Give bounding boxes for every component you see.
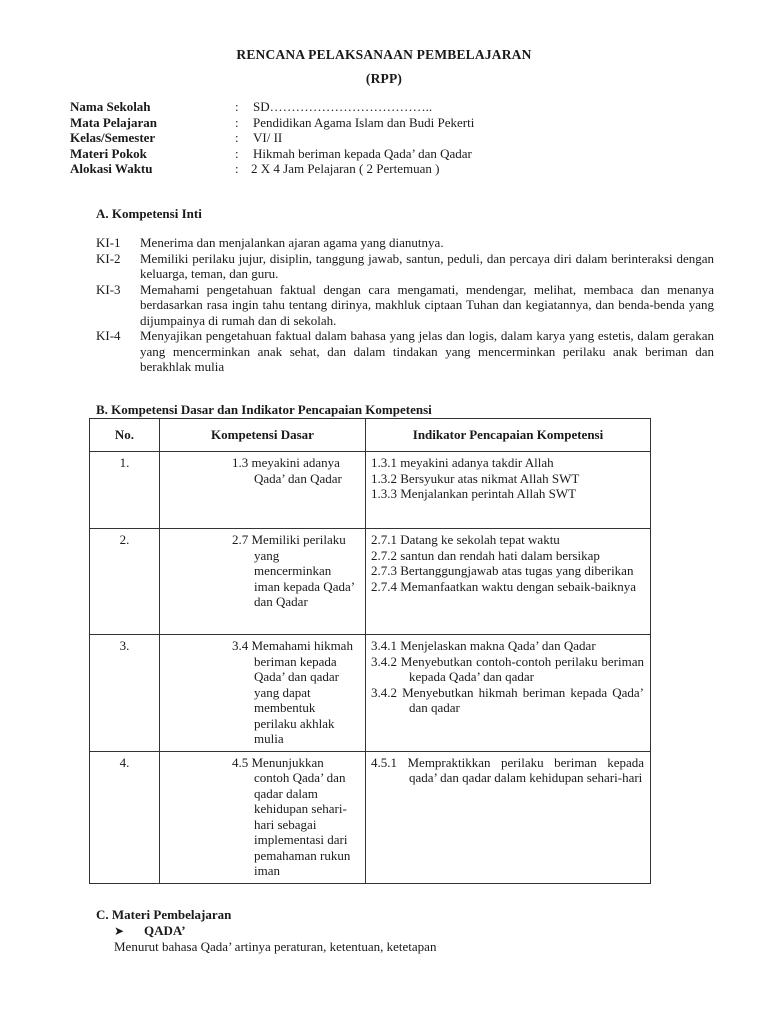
ki-code: KI-2 <box>96 250 121 266</box>
table-header-row <box>90 419 651 452</box>
table-row <box>90 452 651 529</box>
row-indicator-cell <box>366 635 651 752</box>
row-number: 2. <box>90 529 160 635</box>
document-subtitle: (RPP) <box>365 71 403 86</box>
ki-text: Memiliki perilaku jujur, disiplin, tanggung jawab, santun, peduli, dan percaya diri dalam berinteraksi dengan keluarga, teman, dan guru. <box>140 250 714 281</box>
indicator-item: 2.7.2 santun dan rendah hati dalam bersikap <box>371 547 600 563</box>
identity-label: Mata Pelajaran <box>70 114 158 130</box>
ki-code: KI-1 <box>96 235 121 250</box>
section-c <box>96 907 437 955</box>
identity-colon: : <box>235 130 239 145</box>
kd-text: 3.4 Memahami hikmah beriman kepada Qada’ dan qadar yang dapat membentuk perilaku akhlak mulia <box>232 638 353 746</box>
indicator-item: 2.7.4 Memanfaatkan waktu dengan sebaik-baiknya <box>371 578 636 594</box>
row-kd-cell <box>160 635 366 752</box>
competency-table <box>89 418 651 884</box>
identity-colon: : <box>235 99 239 114</box>
ki-text: Menyajikan pengetahuan faktual dalam bahasa yang jelas dan logis, dalam karya yang estetis, dalam gerakan yang mencerminkan anak sehat, dan dalam tindakan yang mencerminkan perilaku anak beriman dan berakhlak mulia <box>140 328 714 374</box>
identity-label: Alokasi Waktu <box>70 161 153 176</box>
identity-colon: : <box>235 161 239 176</box>
row-number: 3. <box>90 635 160 752</box>
indicator-item: 2.7.1 Datang ke sekolah tepat waktu <box>371 532 560 547</box>
row-indicator-cell <box>366 751 651 883</box>
table-row <box>90 529 651 635</box>
section-c-heading: C. Materi Pembelajaran <box>96 907 232 922</box>
identity-value: VI/ II <box>253 130 283 145</box>
section-a-heading: A. Kompetensi Inti <box>96 206 202 221</box>
materi-subheading-row <box>96 923 418 940</box>
indicator-item: 3.4.2 Menyebutkan hikmah beriman kepada Qada’ dan qadar <box>371 684 644 715</box>
arrow-bullet-icon: ➤ <box>114 923 125 938</box>
kd-text: 4.5 Menunjukkan contoh Qada’ dan qadar dalam kehidupan sehari-hari sebagai implementasi dari pemahaman rukun iman <box>232 754 351 878</box>
identity-value: SD……………………………….. <box>253 99 433 114</box>
indicator-item: 3.4.2 Menyebutkan contoh-contoh perilaku beriman kepada Qada’ dan qadar <box>371 653 644 684</box>
kd-text: 1.3 meyakini adanya Qada’ dan Qadar <box>232 455 342 486</box>
indicator-item: 1.3.2 Bersyukur atas nikmat Allah SWT <box>371 470 580 486</box>
identity-colon: : <box>235 114 239 130</box>
identity-label: Kelas/Semester <box>70 130 156 145</box>
identity-colon: : <box>235 145 239 161</box>
indicator-item: 1.3.1 meyakini adanya takdir Allah <box>371 455 554 470</box>
row-number: 1. <box>90 452 160 529</box>
table-row <box>90 751 651 883</box>
materi-text: Menurut bahasa Qada’ artinya peraturan, ketentuan, ketetapan <box>114 939 437 954</box>
ki-item <box>96 328 714 375</box>
identity-label: Nama Sekolah <box>70 99 151 114</box>
kd-text: 2.7 Memiliki perilaku yang mencerminkan iman kepada Qada’ dan Qadar <box>232 532 355 609</box>
row-kd-cell <box>160 529 366 635</box>
materi-subheading: QADA’ <box>144 922 186 938</box>
row-indicator-cell <box>366 529 651 635</box>
ki-code: KI-3 <box>96 281 121 297</box>
identity-value: 2 X 4 Jam Pelajaran ( 2 Pertemuan ) <box>251 161 440 176</box>
ki-item <box>96 282 714 329</box>
indicator-item: 1.3.3 Menjalankan perintah Allah SWT <box>371 486 577 501</box>
identity-value: Pendidikan Agama Islam dan Budi Pekerti <box>253 114 475 130</box>
identity-label: Materi Pokok <box>70 145 147 161</box>
row-kd-cell <box>160 452 366 529</box>
row-indicator-cell <box>366 452 651 529</box>
table-row <box>90 635 651 752</box>
ki-code: KI-4 <box>96 328 121 343</box>
row-number: 4. <box>90 751 160 883</box>
ki-item <box>96 251 714 282</box>
column-header-indicator: Indikator Pencapaian Kompetensi <box>366 419 651 452</box>
indicator-item: 2.7.3 Bertanggungjawab atas tugas yang diberikan <box>371 563 634 578</box>
ki-text: Menerima dan menjalankan ajaran agama yang dianutnya. <box>140 235 444 250</box>
ki-list <box>96 235 714 375</box>
column-header-no: No. <box>90 419 160 452</box>
document-title: RENCANA PELAKSANAAN PEMBELAJARAN <box>236 47 532 62</box>
indicator-item: 4.5.1 Mempraktikkan perilaku beriman kepada qada’ dan qadar dalam kehidupan sehari-hari <box>371 754 644 785</box>
ki-item <box>96 235 714 251</box>
identity-value: Hikmah beriman kepada Qada’ dan Qadar <box>253 145 472 161</box>
column-header-kd: Kompetensi Dasar <box>160 419 366 452</box>
indicator-item: 3.4.1 Menjelaskan makna Qada’ dan Qadar <box>371 638 596 653</box>
row-kd-cell <box>160 751 366 883</box>
section-b-heading: B. Kompetensi Dasar dan Indikator Pencapaian Kompetensi <box>96 402 432 417</box>
ki-text: Memahami pengetahuan faktual dengan cara mengamati, mendengar, melihat, membaca dan menanya berdasarkan rasa ingin tahu tentang dirinya, makhluk ciptaan Tuhan dan kegiatannya, dan benda-benda yang dijumpainya di rumah dan di sekolah. <box>140 281 714 328</box>
